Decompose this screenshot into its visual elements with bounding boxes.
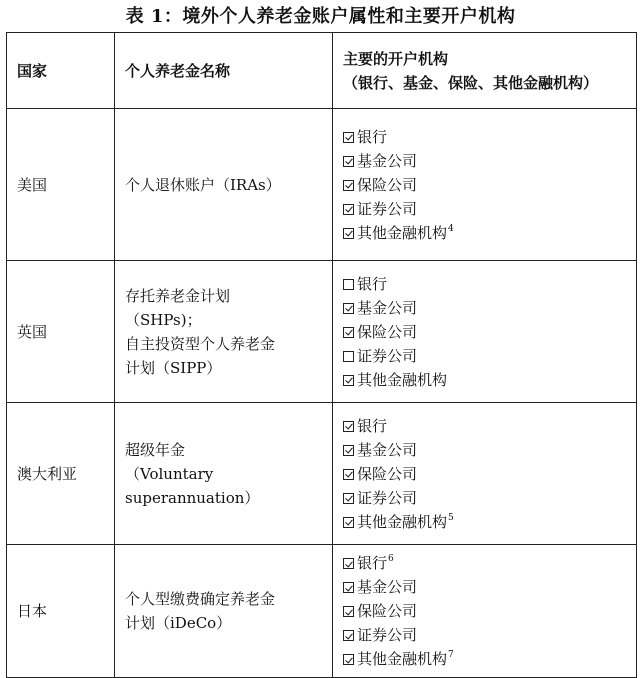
institutions-cell: [333, 403, 637, 545]
institution-label: 银行: [357, 274, 388, 293]
table-row: [7, 403, 637, 545]
footnote-marker: 5: [448, 512, 454, 523]
institution-item: [343, 272, 626, 296]
pension-name-cell: [115, 403, 333, 545]
checkbox-icon: [343, 204, 354, 215]
footnote-marker: 6: [388, 554, 394, 564]
header-institutions-subtitle: （银行、基金、保险、其他金融机构）: [343, 73, 599, 92]
institution-label: 基金公司: [357, 298, 418, 317]
header-institutions: [333, 33, 637, 109]
pension-name-line: 存托养老金计划: [125, 286, 231, 305]
institution-label: 其他金融机构: [357, 370, 448, 389]
pension-name-line: 计划（iDeCo）: [125, 614, 232, 632]
institution-item: [343, 320, 626, 344]
institution-item: [343, 149, 626, 173]
institution-item: [343, 486, 626, 510]
institution-item: [343, 221, 626, 245]
institution-label: 证券公司: [357, 346, 418, 365]
checkbox-icon: [343, 351, 354, 362]
institution-item: [343, 368, 626, 392]
footnote-marker: 7: [448, 650, 454, 660]
institution-item: [343, 125, 626, 149]
institution-label: 基金公司: [357, 440, 418, 459]
country-cell: 日本: [7, 545, 115, 678]
checkbox-icon: [343, 132, 354, 143]
checkbox-icon: [343, 303, 354, 314]
pension-name-line: 自主投资型个人养老金: [125, 334, 276, 353]
country-cell: 美国: [7, 109, 115, 261]
pension-name-cell: [115, 109, 333, 261]
pension-name-line: （SHPs)；: [125, 310, 202, 329]
checkbox-icon: [343, 654, 354, 665]
institution-item: [343, 197, 626, 221]
country-cell: 英国: [7, 261, 115, 403]
pension-name-line: 个人退休账户（IRAs）: [125, 175, 281, 194]
institution-item: [343, 296, 626, 320]
institutions-cell: [333, 261, 637, 403]
institution-label: 证券公司: [357, 488, 418, 507]
footnote-marker: 4: [448, 223, 454, 234]
checkbox-icon: [343, 445, 354, 456]
institution-item: [343, 551, 626, 575]
checkbox-icon: [343, 469, 354, 480]
checkbox-icon: [343, 493, 354, 504]
pension-name-cell: [115, 545, 333, 678]
checkbox-icon: [343, 421, 354, 432]
pension-name-line: 超级年金: [125, 440, 186, 459]
institution-item: [343, 344, 626, 368]
institution-label: 银行: [357, 127, 388, 146]
table-row: [7, 109, 637, 261]
header-institutions-title: 主要的开户机构: [343, 49, 449, 68]
institution-label: 其他金融机构: [357, 512, 448, 531]
header-pension-name: 个人养老金名称: [115, 33, 333, 109]
institution-item: [343, 510, 626, 534]
institution-label: 其他金融机构: [357, 223, 448, 242]
table-header-row: [7, 33, 637, 109]
checkbox-icon: [343, 180, 354, 191]
institution-item: [343, 647, 626, 671]
pension-name-line: 个人型缴费确定养老金: [125, 590, 276, 608]
institution-label: 保险公司: [357, 464, 418, 483]
checkbox-icon: [343, 558, 354, 569]
header-country: 国家: [7, 33, 115, 109]
checkbox-icon: [343, 375, 354, 386]
institutions-cell: [333, 545, 637, 678]
institutions-cell: [333, 109, 637, 261]
institution-item: [343, 462, 626, 486]
checkbox-icon: [343, 606, 354, 617]
checkbox-icon: [343, 582, 354, 593]
pension-name-line: superannuation）: [125, 488, 260, 507]
institution-label: 保险公司: [357, 322, 418, 341]
checkbox-icon: [343, 630, 354, 641]
checkbox-icon: [343, 517, 354, 528]
institution-label: 银行: [357, 554, 388, 572]
institution-item: [343, 438, 626, 462]
table-caption: 表 1：境外个人养老金账户属性和主要开户机构: [125, 6, 516, 27]
institution-item: [343, 599, 626, 623]
institution-item: [343, 623, 626, 647]
pension-name-line: （Voluntary: [125, 464, 214, 483]
institution-item: [343, 575, 626, 599]
country-cell: 澳大利亚: [7, 403, 115, 545]
table-row: [7, 261, 637, 403]
institution-label: 证券公司: [357, 199, 418, 218]
institution-label: 保险公司: [357, 175, 418, 194]
institution-label: 银行: [357, 416, 388, 435]
institution-item: [343, 173, 626, 197]
institution-label: 基金公司: [357, 151, 418, 170]
table-row: [7, 545, 637, 678]
institution-label: 证券公司: [357, 626, 418, 644]
institution-label: 基金公司: [357, 578, 418, 596]
pension-account-table: [6, 32, 637, 678]
checkbox-icon: [343, 156, 354, 167]
checkbox-icon: [343, 228, 354, 239]
checkbox-icon: [343, 279, 354, 290]
institution-label: 保险公司: [357, 602, 418, 620]
pension-name-cell: [115, 261, 333, 403]
institution-item: [343, 414, 626, 438]
checkbox-icon: [343, 327, 354, 338]
pension-name-line: 计划（SIPP）: [125, 358, 222, 377]
institution-label: 其他金融机构: [357, 650, 448, 668]
